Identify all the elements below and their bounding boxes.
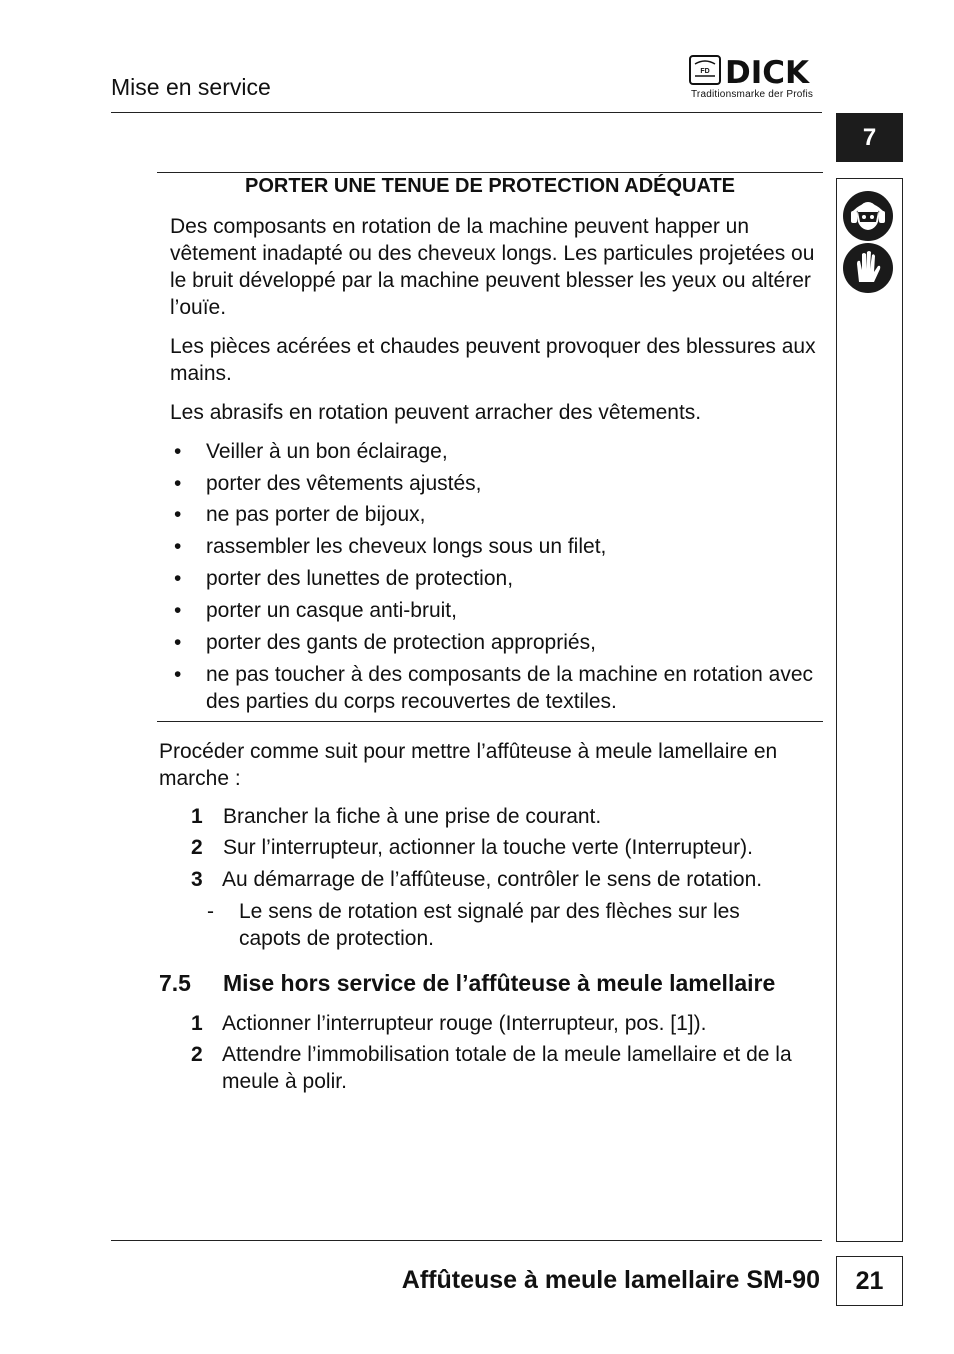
list-item: porter un casque anti-bruit, [206, 599, 457, 622]
step-number: 2 [191, 836, 203, 859]
bullet-marker: • [174, 631, 182, 654]
page-number: 21 [836, 1256, 903, 1306]
bullet-marker: • [174, 567, 182, 590]
list-item: Veiller à un bon éclairage, [206, 440, 448, 463]
step-number: 3 [191, 868, 203, 891]
note-text: Le sens de rotation est signalé par des flèches sur les capots de protection. [239, 900, 740, 950]
warning-top-rule [157, 172, 823, 173]
bullet-marker: • [174, 503, 182, 526]
note-marker: - [207, 900, 214, 923]
step-text: Au démarrage de l’affûteuse, contrôler le sens de rotation. [222, 868, 763, 891]
brand-mark: FD [700, 68, 710, 75]
step-text: Attendre l’immobilisation totale de la meule lamellaire et de la meule à polir. [222, 1043, 792, 1093]
chapter-tab: 7 [836, 113, 903, 162]
bullet-marker: • [174, 535, 182, 558]
list-item: porter des gants de protection appropriés, [206, 631, 596, 654]
list-item: ne pas toucher à des composants de la machine en rotation avec des parties du corps recouvertes de textiles. [206, 663, 814, 713]
brand-tagline: Traditionsmarke der Profis [691, 89, 814, 100]
step-text: Brancher la fiche à une prise de courant. [223, 805, 602, 828]
warning-paragraph: Des composants en rotation de la machine peuvent happer un vêtement inadapté ou des cheveux longs. Les particules projetées ou le bruit développé par la machine peuvent blesser les yeux ou altérer l’ouïe. [170, 215, 815, 319]
list-item: porter des vêtements ajustés, [206, 472, 482, 495]
step-number: 2 [191, 1043, 203, 1066]
step-text: Sur l’interrupteur, actionner la touche verte (Interrupteur). [223, 836, 753, 859]
intro-paragraph: Procéder comme suit pour mettre l’affûteuse à meule lamellaire en marche : [159, 740, 778, 790]
warning-bottom-rule [157, 721, 823, 722]
section-title: Mise hors service de l’affûteuse à meule lamellaire [223, 970, 776, 996]
step-number: 1 [191, 805, 203, 828]
step-number: 1 [191, 1012, 203, 1035]
step-text: Actionner l’interrupteur rouge (Interrupteur, pos. [1]). [222, 1012, 707, 1035]
brand-name: DICK [725, 55, 810, 91]
footer-divider [111, 1240, 822, 1241]
warning-paragraph: Les pièces acérées et chaudes peuvent provoquer des blessures aux mains. [170, 335, 816, 385]
running-header: Mise en service [111, 74, 271, 100]
side-margin-frame [836, 178, 903, 1242]
list-item: rassembler les cheveux longs sous un filet, [206, 535, 607, 558]
warning-title: PORTER UNE TENUE DE PROTECTION ADÉQUATE [244, 175, 736, 197]
header-divider [111, 112, 822, 113]
bullet-marker: • [174, 599, 182, 622]
bullet-marker: • [174, 663, 182, 686]
protective-gloves-icon [842, 242, 894, 294]
warning-paragraph: Les abrasifs en rotation peuvent arracher des vêtements. [170, 401, 702, 424]
bullet-marker: • [174, 472, 182, 495]
bullet-marker: • [174, 440, 182, 463]
list-item: porter des lunettes de protection, [206, 567, 514, 590]
footer-title: Affûteuse à meule lamellaire SM-90 [401, 1266, 820, 1294]
list-item: ne pas porter de bijoux, [206, 503, 426, 526]
face-shield-ear-protection-icon [842, 190, 894, 242]
section-number: 7.5 [159, 970, 191, 996]
